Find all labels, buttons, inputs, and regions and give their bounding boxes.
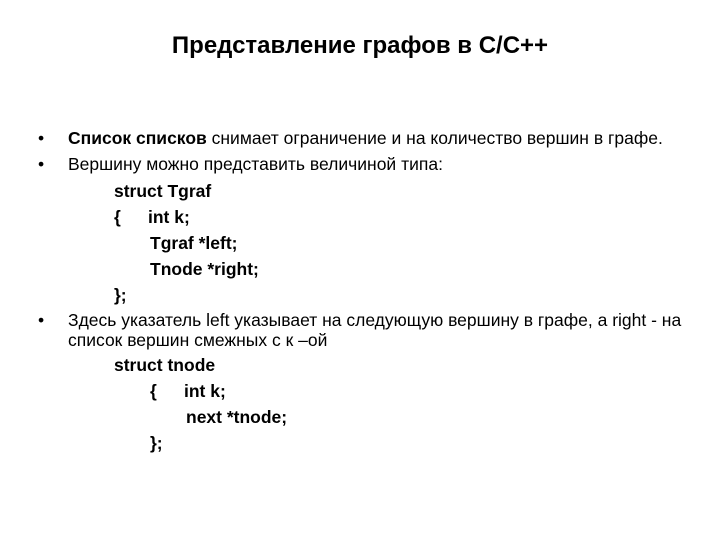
slide-content	[38, 128, 698, 456]
code-brace: {	[114, 207, 121, 227]
code-line: Tnode *right;	[150, 259, 259, 279]
bullet-text: Здесь указатель left указывает на следующую вершину в графе, а right - на список вершин смежных с к –ой	[68, 310, 682, 350]
code-line	[38, 204, 698, 230]
code-block-tnode	[38, 352, 698, 456]
code-text: int k;	[148, 207, 190, 227]
code-line: };	[150, 433, 163, 453]
code-line: Tgraf *left;	[150, 233, 238, 253]
bullet-icon: •	[38, 310, 45, 330]
code-line: next *tnode;	[186, 407, 288, 427]
bullet-text: Вершину можно представить величиной типа:	[68, 154, 443, 174]
code-line: };	[114, 285, 127, 305]
bullet-list-of-lists	[38, 128, 698, 148]
code-block-tgraf	[38, 178, 698, 308]
bullet-text: снимает ограничение и на количество вершин в графе.	[206, 128, 663, 148]
bullet-icon: •	[38, 128, 45, 148]
code-text: int k;	[184, 381, 226, 401]
slide-title: Представление графов в С/С++	[171, 32, 549, 59]
bullet-vertex-type	[38, 154, 698, 174]
bullet-bold-text: Список списков	[68, 128, 207, 148]
bullet-pointer-explanation	[38, 310, 698, 350]
code-line: struct tnode	[114, 355, 216, 375]
bullet-icon: •	[38, 154, 45, 174]
code-line	[38, 378, 698, 404]
code-brace: {	[150, 381, 157, 401]
code-line: struct Tgraf	[114, 181, 212, 201]
